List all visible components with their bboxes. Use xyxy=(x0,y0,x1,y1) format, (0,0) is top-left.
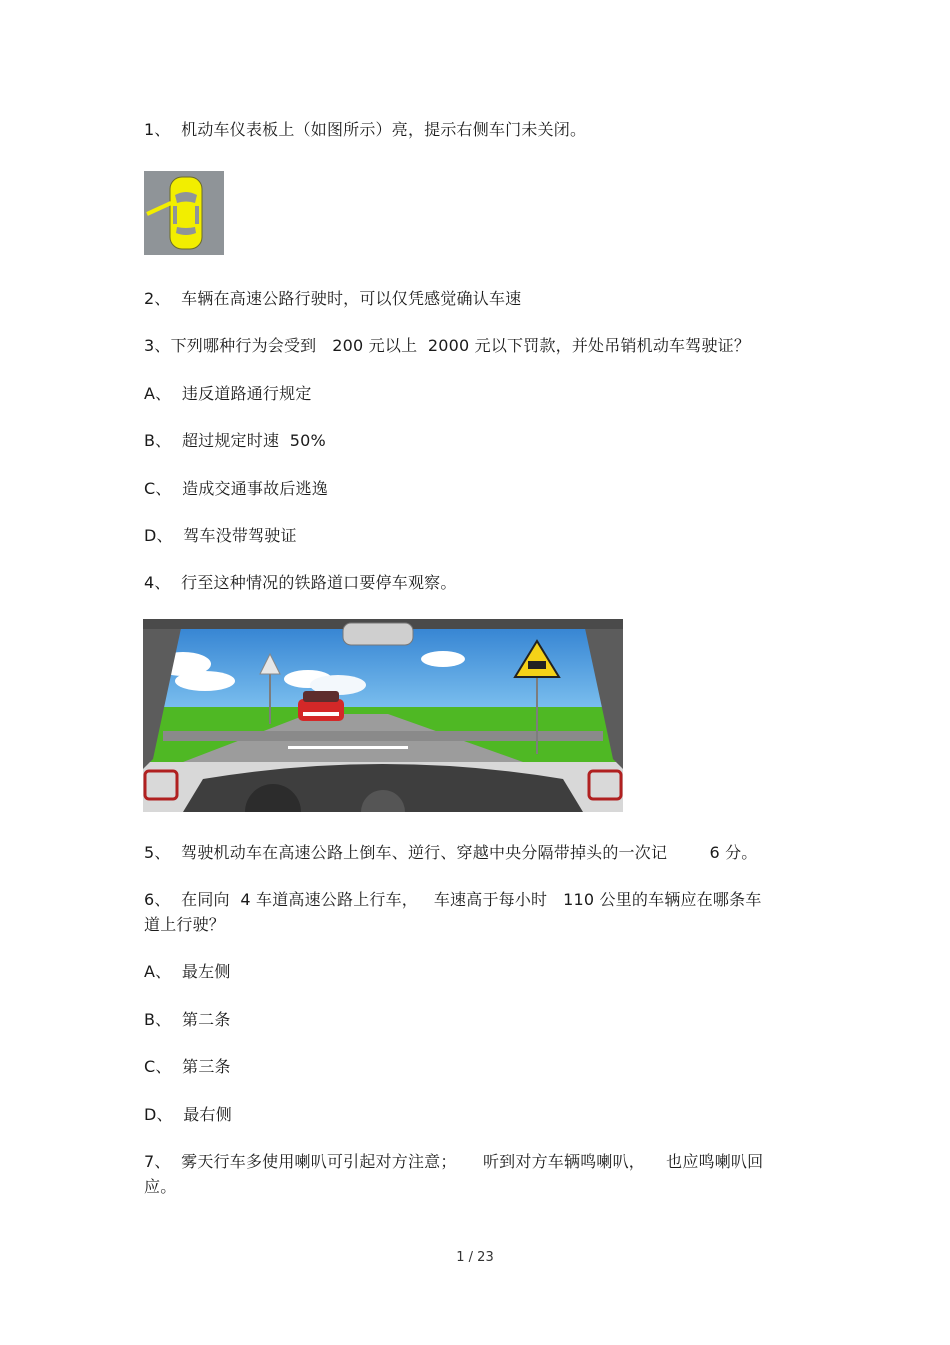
q3-option-d: D、 驾车没带驾驶证 xyxy=(144,526,297,545)
q3-option-c: C、 造成交通事故后逃逸 xyxy=(144,479,328,498)
page-number: 1 / 23 xyxy=(456,1250,494,1265)
question-2: 2、 车辆在高速公路行驶时，可以仅凭感觉确认车速 xyxy=(144,289,522,308)
q6-option-c: C、 第三条 xyxy=(144,1057,231,1076)
q6-option-b: B、 第二条 xyxy=(144,1010,231,1029)
question-7-line-2: 应。 xyxy=(144,1177,177,1196)
question-6-line-2: 道上行驶？ xyxy=(144,915,226,934)
q3-option-b: B、 超过规定时速 50% xyxy=(144,431,326,450)
q6-option-d: D、 最右侧 xyxy=(144,1105,232,1124)
question-6-line-1: 6、 在同向 4 车道高速公路上行车， 车速高于每小时 110 公里的车辆应在哪条车 xyxy=(144,890,762,909)
question-7-line-1: 7、 雾天行车多使用喇叭可引起对方注意； 听到对方车辆鸣喇叭， 也应鸣喇叭回 xyxy=(144,1152,764,1171)
question-3: 3、下列哪种行为会受到 200 元以上 2000 元以下罚款，并处吊销机动车驾驶证？ xyxy=(144,336,751,355)
car-door-open-icon xyxy=(144,171,224,255)
railway-crossing-windshield-view xyxy=(143,619,623,812)
question-5: 5、 驾驶机动车在高速公路上倒车、逆行、穿越中央分隔带掉头的一次记 6 分。 xyxy=(144,843,758,862)
question-1: 1、 机动车仪表板上（如图所示）亮，提示右侧车门未关闭。 xyxy=(144,120,587,139)
door-open-warning-figure xyxy=(144,171,224,255)
question-4: 4、 行至这种情况的铁路道口要停车观察。 xyxy=(144,573,457,592)
railway-crossing-figure xyxy=(143,619,623,812)
q6-option-a: A、 最左侧 xyxy=(144,962,231,981)
q3-option-a: A、 违反道路通行规定 xyxy=(144,384,312,403)
